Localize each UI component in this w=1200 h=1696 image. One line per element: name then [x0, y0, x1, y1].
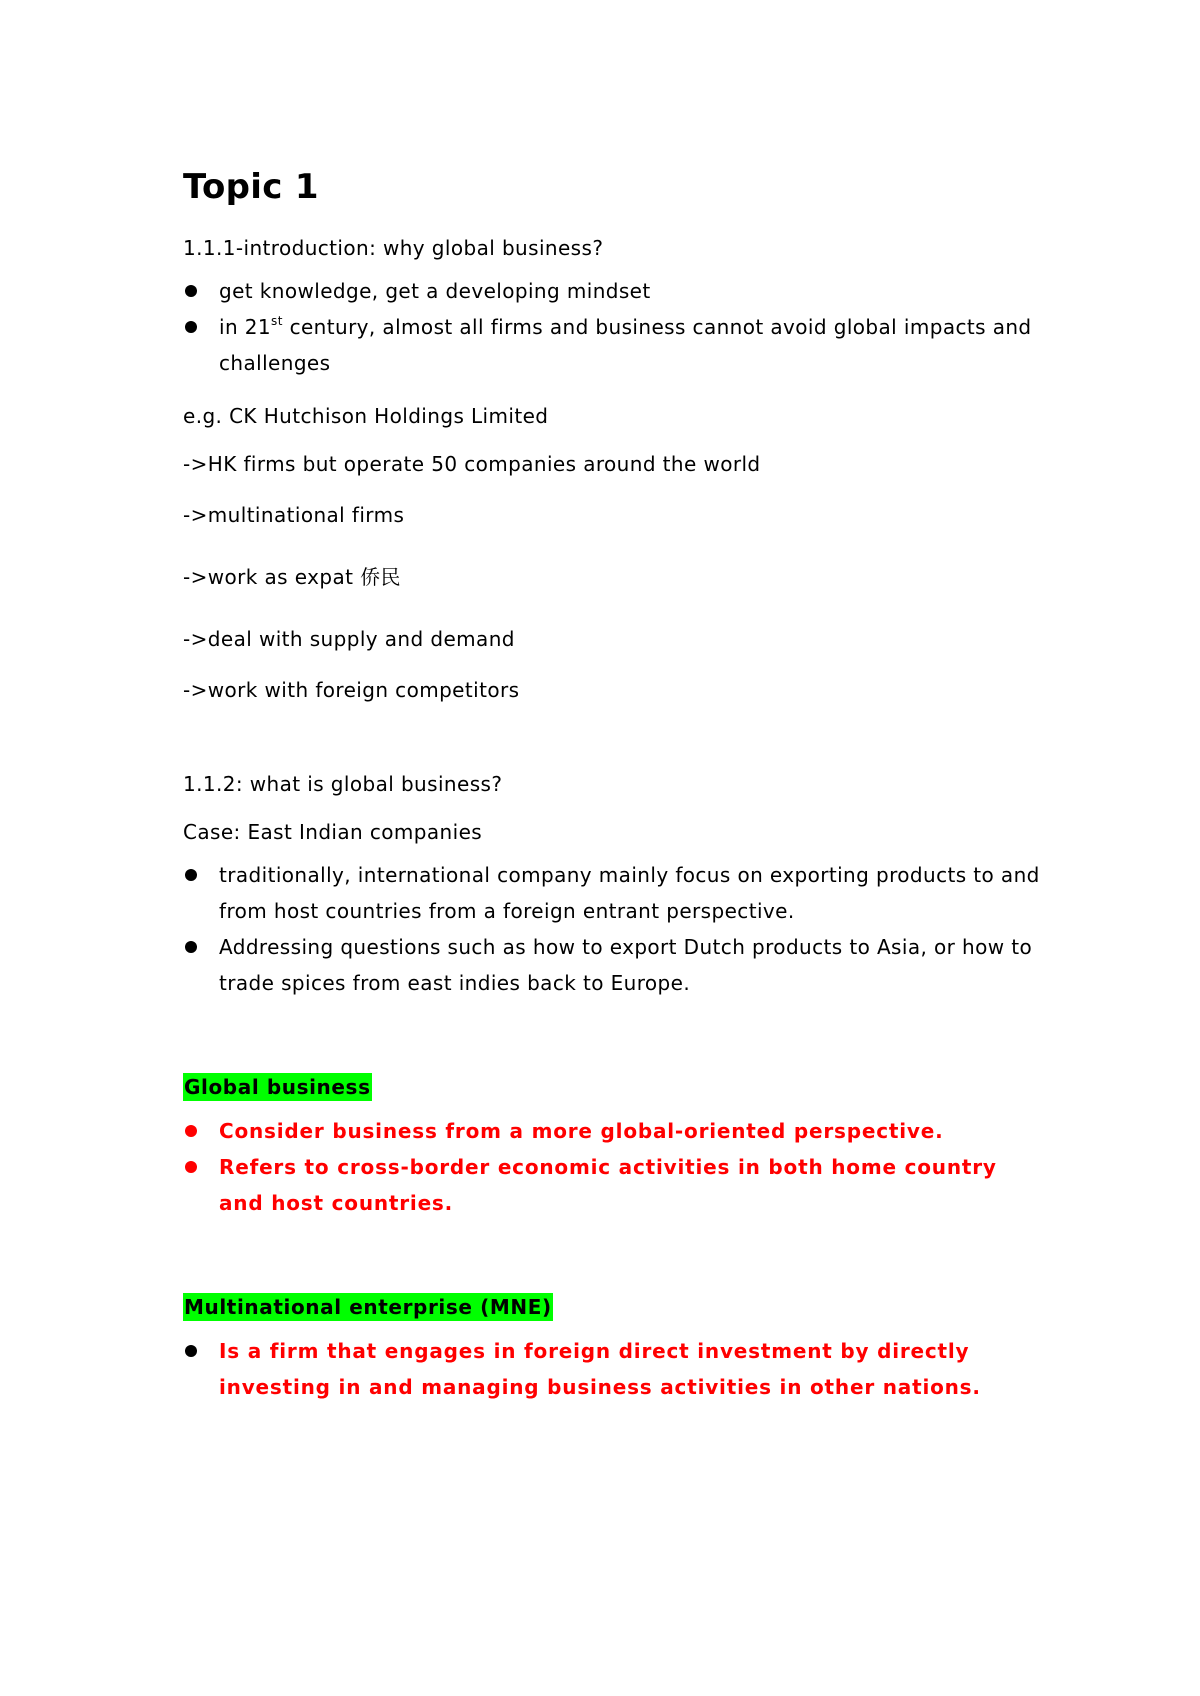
case-bullet-list [183, 857, 1043, 1001]
term-global-business: Global business [184, 1075, 371, 1099]
superscript-ordinal: st [271, 314, 283, 328]
page-title: Topic 1 [183, 167, 319, 207]
bullet-icon [185, 1125, 197, 1137]
list-item [183, 929, 1043, 1001]
section-heading-what-is: 1.1.2: what is global business? [183, 772, 503, 796]
example-line: e.g. CK Hutchison Holdings Limited [183, 404, 549, 428]
arrow-line: ->HK firms but operate 50 companies around the world [183, 452, 761, 476]
list-item-text: Addressing questions such as how to export Dutch products to Asia, or how to trade spices from east indies back to Europe. [219, 935, 1033, 995]
mne-definition-list [183, 1333, 1043, 1405]
bullet-icon [185, 321, 197, 333]
bullet-icon [185, 941, 197, 953]
list-item [183, 1149, 1043, 1221]
list-item [183, 857, 1043, 929]
section-heading-intro: 1.1.1-introduction: why global business? [183, 236, 604, 260]
case-line: Case: East Indian companies [183, 820, 483, 844]
document-content [183, 165, 1043, 1405]
list-item [183, 1333, 1043, 1405]
list-item [183, 1113, 1043, 1149]
term-mne: Multinational enterprise (MNE) [184, 1295, 552, 1319]
intro-bullet-list [183, 273, 1043, 381]
list-item [183, 273, 1043, 309]
bullet-icon [185, 869, 197, 881]
definition-text: Consider business from a more global-oriented perspective. [219, 1119, 944, 1143]
arrow-line: ->multinational firms [183, 503, 405, 527]
arrow-line: ->work with foreign competitors [183, 678, 520, 702]
global-business-definition-list [183, 1113, 1043, 1221]
arrow-line: ->work as expat 侨民 [183, 565, 401, 589]
list-item [183, 309, 1043, 381]
list-item-text-start: in 21 [219, 315, 272, 339]
bullet-icon [185, 285, 197, 297]
bullet-icon [185, 1161, 197, 1173]
arrow-line: ->deal with supply and demand [183, 627, 515, 651]
bullet-icon [185, 1345, 197, 1357]
list-item-text: traditionally, international company mainly focus on exporting products to and from host countries from a foreign entrant perspective. [219, 863, 1040, 923]
definition-text: Is a firm that engages in foreign direct investment by directly investing in and managing business activities in other nations. [219, 1339, 981, 1399]
definition-text: Refers to cross-border economic activities in both home country and host countries. [219, 1155, 997, 1215]
list-item-text: get knowledge, get a developing mindset [219, 279, 651, 303]
list-item-text-end: century, almost all firms and business cannot avoid global impacts and challenges [219, 315, 1032, 375]
